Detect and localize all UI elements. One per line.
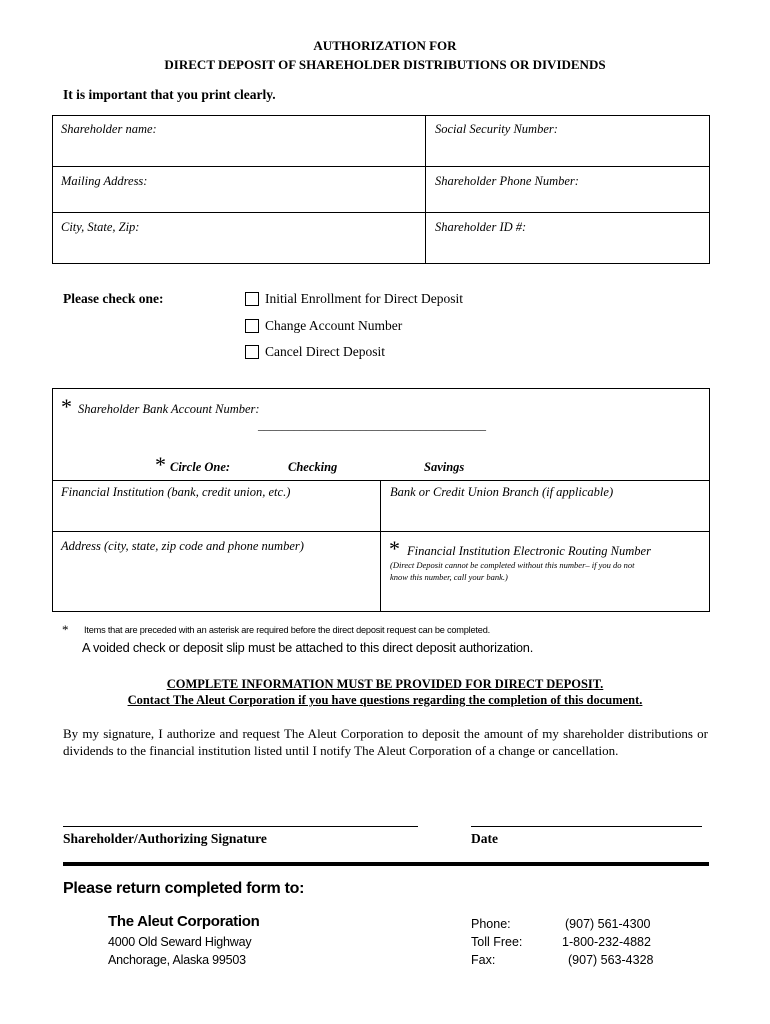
- required-asterisk-icon: *: [61, 394, 72, 419]
- routing-number-field[interactable]: Financial Institution Electronic Routing Number: [407, 544, 651, 558]
- routing-note-line-1: (Direct Deposit cannot be completed without this number– if you do not: [390, 560, 635, 570]
- signature-label: Shareholder/Authorizing Signature: [63, 831, 267, 846]
- company-name: The Aleut Corporation: [108, 913, 260, 930]
- phone-value: (907) 561-4300: [565, 917, 651, 931]
- account-number-line[interactable]: ______________________________________: [258, 418, 486, 432]
- title-line-1: AUTHORIZATION FOR: [313, 38, 457, 53]
- ssn-field[interactable]: Social Security Number:: [435, 122, 558, 136]
- signature-line[interactable]: [63, 826, 418, 827]
- savings-option[interactable]: Savings: [424, 460, 465, 474]
- option-change-account[interactable]: [245, 318, 402, 334]
- option-label: Change Account Number: [265, 318, 403, 333]
- date-line[interactable]: [471, 826, 702, 827]
- street-address: 4000 Old Seward Highway: [108, 935, 252, 949]
- shareholder-name-field[interactable]: Shareholder name:: [61, 122, 157, 136]
- shareholder-phone-field[interactable]: Shareholder Phone Number:: [435, 174, 579, 188]
- city-address: Anchorage, Alaska 99503: [108, 953, 246, 967]
- option-label: Initial Enrollment for Direct Deposit: [265, 291, 463, 306]
- bank-branch-field[interactable]: Bank or Credit Union Branch (if applicable): [390, 485, 614, 499]
- table-divider: [425, 115, 426, 264]
- option-initial-enrollment[interactable]: [245, 291, 463, 307]
- shareholder-id-field[interactable]: Shareholder ID #:: [435, 220, 527, 234]
- option-label: Cancel Direct Deposit: [265, 344, 385, 359]
- financial-institution-field[interactable]: Financial Institution (bank, credit union, etc.): [61, 485, 291, 499]
- option-cancel-deposit[interactable]: [245, 344, 385, 360]
- required-asterisk-icon: *: [389, 536, 400, 561]
- return-heading: Please return completed form to:: [63, 880, 305, 897]
- checkbox-icon[interactable]: [245, 345, 259, 359]
- checking-option[interactable]: Checking: [288, 460, 338, 474]
- title-line-2: DIRECT DEPOSIT OF SHAREHOLDER DISTRIBUTIONS OR DIVIDENDS: [164, 57, 606, 72]
- table-divider: [52, 212, 710, 213]
- authorization-paragraph: By my signature, I authorize and request The Aleut Corporation to deposit the amount of my shareholder distributions or dividends to the financial institution listed until I notify The Aleut Corporation of a change or cancellation.: [63, 726, 708, 758]
- fax-label: Fax:: [471, 953, 496, 967]
- print-clearly-instruction: It is important that you print clearly.: [63, 87, 276, 102]
- toll-free-value: 1-800-232-4882: [562, 935, 651, 949]
- fax-value: (907) 563-4328: [568, 953, 654, 967]
- bank-account-field[interactable]: Shareholder Bank Account Number:: [78, 402, 260, 416]
- contact-notice: Contact The Aleut Corporation if you have questions regarding the completion of this document.: [127, 693, 643, 707]
- routing-note-line-2: know this number, call your bank.): [390, 572, 508, 582]
- checkbox-icon[interactable]: [245, 319, 259, 333]
- voided-check-note: A voided check or deposit slip must be attached to this direct deposit authorization.: [82, 640, 534, 655]
- table-divider: [380, 480, 381, 612]
- required-asterisk-icon: *: [155, 452, 166, 477]
- city-state-zip-field[interactable]: City, State, Zip:: [61, 220, 140, 234]
- check-one-label: Please check one:: [63, 291, 164, 306]
- checkbox-icon[interactable]: [245, 292, 259, 306]
- note-asterisk-icon: *: [62, 622, 69, 637]
- section-divider: [63, 862, 709, 866]
- complete-info-notice: COMPLETE INFORMATION MUST BE PROVIDED FOR DIRECT DEPOSIT.: [166, 677, 604, 691]
- toll-free-label: Toll Free:: [471, 935, 523, 949]
- table-divider: [52, 480, 710, 481]
- table-divider: [52, 531, 710, 532]
- circle-one-label: Circle One:: [170, 460, 231, 474]
- phone-label: Phone:: [471, 917, 511, 931]
- mailing-address-field[interactable]: Mailing Address:: [61, 174, 148, 188]
- table-divider: [52, 166, 710, 167]
- date-label: Date: [471, 831, 498, 846]
- shareholder-info-table: [52, 115, 710, 264]
- asterisk-required-note: Items that are preceded with an asterisk are required before the direct deposit request can be completed.: [84, 625, 490, 635]
- institution-address-field[interactable]: Address (city, state, zip code and phone number): [61, 539, 304, 553]
